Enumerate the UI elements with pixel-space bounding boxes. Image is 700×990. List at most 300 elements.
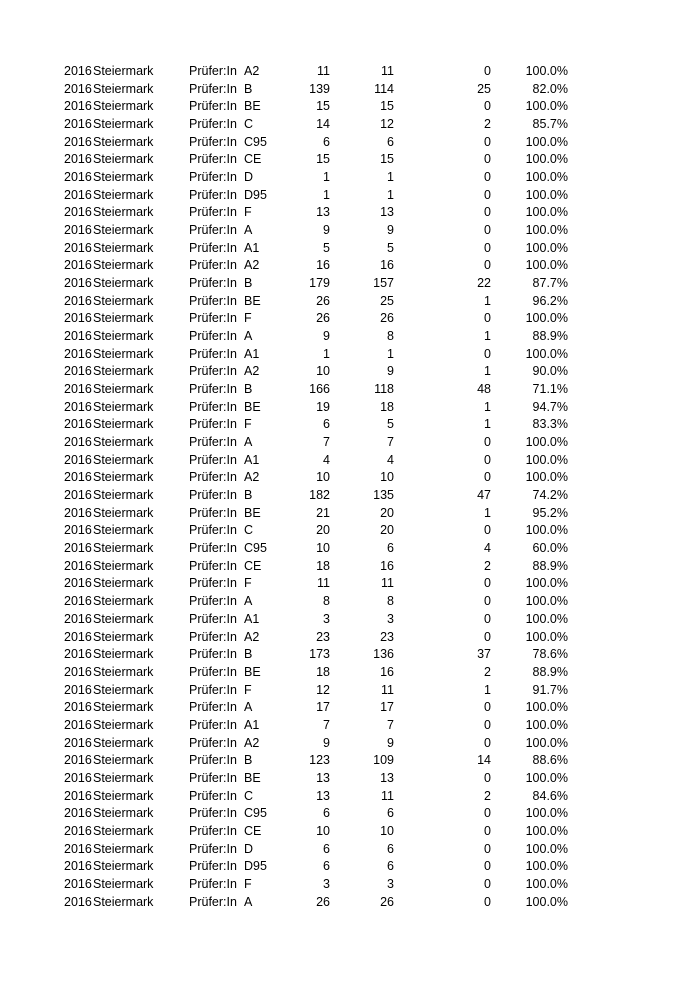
year-cell: 2016	[64, 894, 92, 909]
role-cell: Prüfer:In	[189, 770, 237, 785]
license-class-cell: CE	[244, 823, 262, 838]
license-class-cell: F	[244, 576, 252, 591]
region-cell: Steiermark	[93, 735, 154, 750]
region-cell: Steiermark	[93, 859, 154, 874]
license-class-cell: D	[244, 841, 254, 856]
failed-count-cell: 1	[484, 329, 491, 344]
table-row	[0, 487, 700, 505]
total-count-cell: 6	[323, 859, 330, 874]
total-count-cell: 11	[317, 576, 330, 591]
year-cell: 2016	[64, 876, 92, 891]
total-count-cell: 12	[316, 682, 330, 697]
year-cell: 2016	[64, 470, 92, 485]
table-row	[0, 540, 700, 558]
pass-rate-cell: 100.0%	[525, 629, 568, 644]
year-cell: 2016	[64, 346, 92, 361]
role-cell: Prüfer:In	[189, 611, 237, 626]
pass-rate-cell: 100.0%	[525, 700, 568, 715]
passed-count-cell: 1	[387, 346, 394, 361]
passed-count-cell: 136	[373, 647, 394, 662]
failed-count-cell: 47	[477, 488, 491, 503]
passed-count-cell: 26	[380, 311, 394, 326]
failed-count-cell: 0	[484, 240, 491, 255]
passed-count-cell: 109	[373, 753, 394, 768]
table-row	[0, 664, 700, 682]
year-cell: 2016	[64, 81, 92, 96]
pass-rate-cell: 78.6%	[532, 647, 568, 662]
license-class-cell: BE	[244, 770, 261, 785]
pass-rate-cell: 100.0%	[525, 223, 568, 238]
region-cell: Steiermark	[93, 64, 154, 78]
region-cell: Steiermark	[93, 894, 154, 909]
role-cell: Prüfer:In	[189, 276, 237, 291]
year-cell: 2016	[64, 329, 92, 344]
year-cell: 2016	[64, 664, 92, 679]
table-row	[0, 452, 700, 470]
region-cell: Steiermark	[93, 470, 154, 485]
region-cell: Steiermark	[93, 329, 154, 344]
role-cell: Prüfer:In	[189, 99, 237, 114]
region-cell: Steiermark	[93, 558, 154, 573]
year-cell: 2016	[64, 364, 92, 379]
failed-count-cell: 0	[484, 735, 491, 750]
license-class-cell: A2	[244, 258, 260, 273]
region-cell: Steiermark	[93, 170, 154, 185]
failed-count-cell: 0	[484, 894, 491, 909]
role-cell: Prüfer:In	[189, 700, 237, 715]
failed-count-cell: 0	[484, 152, 491, 167]
license-class-cell: A1	[244, 452, 260, 467]
total-count-cell: 8	[323, 594, 330, 609]
pass-rate-cell: 100.0%	[525, 611, 568, 626]
region-cell: Steiermark	[93, 452, 154, 467]
region-cell: Steiermark	[93, 99, 154, 114]
passed-count-cell: 18	[380, 399, 394, 414]
failed-count-cell: 22	[477, 276, 491, 291]
failed-count-cell: 0	[484, 594, 491, 609]
year-cell: 2016	[64, 311, 92, 326]
year-cell: 2016	[64, 505, 92, 520]
failed-count-cell: 1	[484, 682, 491, 697]
license-class-cell: BE	[244, 99, 261, 114]
year-cell: 2016	[64, 700, 92, 715]
passed-count-cell: 3	[387, 876, 394, 891]
pass-rate-cell: 60.0%	[532, 541, 568, 556]
passed-count-cell: 5	[387, 417, 394, 432]
table-row	[0, 275, 700, 293]
year-cell: 2016	[64, 276, 92, 291]
failed-count-cell: 0	[484, 629, 491, 644]
role-cell: Prüfer:In	[189, 664, 237, 679]
role-cell: Prüfer:In	[189, 717, 237, 732]
pass-rate-cell: 100.0%	[525, 770, 568, 785]
role-cell: Prüfer:In	[189, 841, 237, 856]
table-row	[0, 770, 700, 788]
total-count-cell: 1	[323, 187, 330, 202]
passed-count-cell: 11	[381, 788, 394, 803]
passed-count-cell: 6	[387, 859, 394, 874]
passed-count-cell: 20	[380, 505, 394, 520]
license-class-cell: A	[244, 594, 253, 609]
year-cell: 2016	[64, 823, 92, 838]
role-cell: Prüfer:In	[189, 629, 237, 644]
failed-count-cell: 0	[484, 611, 491, 626]
passed-count-cell: 1	[387, 170, 394, 185]
table-row	[0, 469, 700, 487]
table-row	[0, 381, 700, 399]
total-count-cell: 16	[316, 258, 330, 273]
failed-count-cell: 0	[484, 64, 491, 78]
role-cell: Prüfer:In	[189, 134, 237, 149]
table-row	[0, 682, 700, 700]
region-cell: Steiermark	[93, 240, 154, 255]
license-class-cell: D95	[244, 859, 267, 874]
failed-count-cell: 4	[484, 541, 491, 556]
total-count-cell: 6	[323, 417, 330, 432]
region-cell: Steiermark	[93, 134, 154, 149]
failed-count-cell: 0	[484, 311, 491, 326]
passed-count-cell: 20	[380, 523, 394, 538]
failed-count-cell: 0	[484, 700, 491, 715]
failed-count-cell: 0	[484, 205, 491, 220]
passed-count-cell: 11	[381, 64, 394, 78]
table-row	[0, 328, 700, 346]
license-class-cell: A	[244, 223, 253, 238]
failed-count-cell: 0	[484, 770, 491, 785]
failed-count-cell: 1	[484, 293, 491, 308]
failed-count-cell: 0	[484, 170, 491, 185]
license-class-cell: D95	[244, 187, 267, 202]
total-count-cell: 6	[323, 806, 330, 821]
total-count-cell: 10	[316, 823, 330, 838]
failed-count-cell: 0	[484, 576, 491, 591]
failed-count-cell: 0	[484, 876, 491, 891]
pass-rate-cell: 88.9%	[532, 664, 568, 679]
pass-rate-cell: 100.0%	[525, 594, 568, 609]
region-cell: Steiermark	[93, 647, 154, 662]
passed-count-cell: 8	[387, 329, 394, 344]
region-cell: Steiermark	[93, 541, 154, 556]
year-cell: 2016	[64, 770, 92, 785]
total-count-cell: 182	[309, 488, 330, 503]
role-cell: Prüfer:In	[189, 788, 237, 803]
total-count-cell: 26	[316, 894, 330, 909]
passed-count-cell: 135	[373, 488, 394, 503]
region-cell: Steiermark	[93, 488, 154, 503]
total-count-cell: 9	[323, 223, 330, 238]
table-row	[0, 558, 700, 576]
region-cell: Steiermark	[93, 664, 154, 679]
table-row	[0, 293, 700, 311]
pass-rate-cell: 100.0%	[525, 841, 568, 856]
license-class-cell: C	[244, 117, 254, 132]
pass-rate-cell: 95.2%	[532, 505, 568, 520]
license-class-cell: F	[244, 682, 252, 697]
license-class-cell: F	[244, 417, 252, 432]
table-row	[0, 134, 700, 152]
role-cell: Prüfer:In	[189, 523, 237, 538]
table-row	[0, 204, 700, 222]
table-row	[0, 646, 700, 664]
passed-count-cell: 25	[380, 293, 394, 308]
passed-count-cell: 4	[387, 452, 394, 467]
failed-count-cell: 0	[484, 859, 491, 874]
failed-count-cell: 0	[484, 841, 491, 856]
pass-rate-cell: 74.2%	[532, 488, 568, 503]
year-cell: 2016	[64, 435, 92, 450]
year-cell: 2016	[64, 806, 92, 821]
license-class-cell: A	[244, 435, 253, 450]
table-row	[0, 717, 700, 735]
total-count-cell: 7	[323, 435, 330, 450]
table-row	[0, 116, 700, 134]
region-cell: Steiermark	[93, 364, 154, 379]
region-cell: Steiermark	[93, 293, 154, 308]
year-cell: 2016	[64, 788, 92, 803]
passed-count-cell: 157	[373, 276, 394, 291]
role-cell: Prüfer:In	[189, 152, 237, 167]
table-row	[0, 858, 700, 876]
region-cell: Steiermark	[93, 770, 154, 785]
table-row	[0, 222, 700, 240]
role-cell: Prüfer:In	[189, 647, 237, 662]
passed-count-cell: 9	[387, 223, 394, 238]
role-cell: Prüfer:In	[189, 435, 237, 450]
passed-count-cell: 16	[380, 258, 394, 273]
failed-count-cell: 0	[484, 134, 491, 149]
total-count-cell: 13	[316, 205, 330, 220]
year-cell: 2016	[64, 717, 92, 732]
pass-rate-cell: 100.0%	[525, 205, 568, 220]
total-count-cell: 1	[323, 346, 330, 361]
table-row	[0, 805, 700, 823]
total-count-cell: 9	[323, 735, 330, 750]
year-cell: 2016	[64, 594, 92, 609]
role-cell: Prüfer:In	[189, 682, 237, 697]
pass-rate-cell: 100.0%	[525, 470, 568, 485]
license-class-cell: D	[244, 170, 254, 185]
region-cell: Steiermark	[93, 435, 154, 450]
passed-count-cell: 6	[387, 806, 394, 821]
role-cell: Prüfer:In	[189, 205, 237, 220]
total-count-cell: 21	[316, 505, 330, 520]
total-count-cell: 15	[316, 152, 330, 167]
table-row	[0, 434, 700, 452]
passed-count-cell: 5	[387, 240, 394, 255]
role-cell: Prüfer:In	[189, 64, 237, 78]
total-count-cell: 123	[309, 753, 330, 768]
year-cell: 2016	[64, 841, 92, 856]
region-cell: Steiermark	[93, 399, 154, 414]
total-count-cell: 4	[323, 452, 330, 467]
passed-count-cell: 10	[380, 823, 394, 838]
failed-count-cell: 1	[484, 399, 491, 414]
table-row	[0, 699, 700, 717]
license-class-cell: C95	[244, 806, 267, 821]
role-cell: Prüfer:In	[189, 293, 237, 308]
passed-count-cell: 15	[380, 152, 394, 167]
license-class-cell: BE	[244, 399, 261, 414]
failed-count-cell: 37	[477, 647, 491, 662]
region-cell: Steiermark	[93, 311, 154, 326]
license-class-cell: C95	[244, 541, 267, 556]
table-row	[0, 257, 700, 275]
role-cell: Prüfer:In	[189, 488, 237, 503]
passed-count-cell: 6	[387, 134, 394, 149]
region-cell: Steiermark	[93, 753, 154, 768]
failed-count-cell: 0	[484, 452, 491, 467]
license-class-cell: A2	[244, 735, 260, 750]
license-class-cell: A	[244, 329, 253, 344]
year-cell: 2016	[64, 558, 92, 573]
pass-rate-cell: 100.0%	[525, 452, 568, 467]
year-cell: 2016	[64, 753, 92, 768]
region-cell: Steiermark	[93, 81, 154, 96]
role-cell: Prüfer:In	[189, 399, 237, 414]
year-cell: 2016	[64, 293, 92, 308]
pass-rate-cell: 100.0%	[525, 240, 568, 255]
region-cell: Steiermark	[93, 205, 154, 220]
total-count-cell: 173	[309, 647, 330, 662]
total-count-cell: 3	[323, 876, 330, 891]
table-row	[0, 788, 700, 806]
region-cell: Steiermark	[93, 841, 154, 856]
region-cell: Steiermark	[93, 523, 154, 538]
year-cell: 2016	[64, 64, 92, 78]
role-cell: Prüfer:In	[189, 346, 237, 361]
year-cell: 2016	[64, 117, 92, 132]
role-cell: Prüfer:In	[189, 170, 237, 185]
license-class-cell: C	[244, 523, 254, 538]
role-cell: Prüfer:In	[189, 558, 237, 573]
table-row	[0, 894, 700, 912]
pass-rate-cell: 100.0%	[525, 134, 568, 149]
year-cell: 2016	[64, 240, 92, 255]
total-count-cell: 6	[323, 841, 330, 856]
table-row	[0, 629, 700, 647]
table-row	[0, 363, 700, 381]
pass-rate-cell: 85.7%	[532, 117, 568, 132]
pass-rate-cell: 100.0%	[525, 99, 568, 114]
pass-rate-cell: 100.0%	[525, 346, 568, 361]
failed-count-cell: 1	[484, 417, 491, 432]
pass-rate-cell: 100.0%	[525, 717, 568, 732]
table-row	[0, 169, 700, 187]
role-cell: Prüfer:In	[189, 240, 237, 255]
year-cell: 2016	[64, 417, 92, 432]
passed-count-cell: 11	[381, 682, 394, 697]
total-count-cell: 26	[316, 293, 330, 308]
total-count-cell: 5	[323, 240, 330, 255]
year-cell: 2016	[64, 576, 92, 591]
failed-count-cell: 2	[484, 558, 491, 573]
passed-count-cell: 1	[387, 187, 394, 202]
failed-count-cell: 0	[484, 223, 491, 238]
region-cell: Steiermark	[93, 823, 154, 838]
year-cell: 2016	[64, 170, 92, 185]
region-cell: Steiermark	[93, 417, 154, 432]
passed-count-cell: 12	[380, 117, 394, 132]
total-count-cell: 13	[316, 788, 330, 803]
table-row	[0, 522, 700, 540]
license-class-cell: A1	[244, 240, 260, 255]
region-cell: Steiermark	[93, 505, 154, 520]
license-class-cell: BE	[244, 293, 261, 308]
role-cell: Prüfer:In	[189, 735, 237, 750]
total-count-cell: 15	[316, 99, 330, 114]
role-cell: Prüfer:In	[189, 452, 237, 467]
license-class-cell: F	[244, 205, 252, 220]
pass-rate-cell: 100.0%	[525, 735, 568, 750]
total-count-cell: 1	[323, 170, 330, 185]
passed-count-cell: 17	[380, 700, 394, 715]
table-row	[0, 876, 700, 894]
total-count-cell: 179	[309, 276, 330, 291]
passed-count-cell: 3	[387, 611, 394, 626]
passed-count-cell: 26	[380, 894, 394, 909]
pass-rate-cell: 100.0%	[525, 876, 568, 891]
pass-rate-cell: 90.0%	[532, 364, 568, 379]
table-row	[0, 346, 700, 364]
role-cell: Prüfer:In	[189, 382, 237, 397]
region-cell: Steiermark	[93, 346, 154, 361]
total-count-cell: 13	[316, 770, 330, 785]
failed-count-cell: 2	[484, 664, 491, 679]
table-row	[0, 310, 700, 328]
passed-count-cell: 16	[380, 558, 394, 573]
table-row	[0, 505, 700, 523]
failed-count-cell: 2	[484, 788, 491, 803]
year-cell: 2016	[64, 452, 92, 467]
data-table	[0, 63, 700, 911]
total-count-cell: 14	[316, 117, 330, 132]
total-count-cell: 10	[316, 364, 330, 379]
total-count-cell: 23	[316, 629, 330, 644]
pass-rate-cell: 100.0%	[525, 806, 568, 821]
passed-count-cell: 16	[380, 664, 394, 679]
total-count-cell: 18	[316, 558, 330, 573]
license-class-cell: BE	[244, 664, 261, 679]
pass-rate-cell: 100.0%	[525, 859, 568, 874]
total-count-cell: 139	[309, 81, 330, 96]
region-cell: Steiermark	[93, 594, 154, 609]
role-cell: Prüfer:In	[189, 417, 237, 432]
license-class-cell: A	[244, 894, 253, 909]
pass-rate-cell: 88.6%	[532, 753, 568, 768]
table-row	[0, 416, 700, 434]
role-cell: Prüfer:In	[189, 894, 237, 909]
license-class-cell: B	[244, 276, 253, 291]
passed-count-cell: 9	[387, 364, 394, 379]
region-cell: Steiermark	[93, 806, 154, 821]
year-cell: 2016	[64, 488, 92, 503]
table-row	[0, 593, 700, 611]
role-cell: Prüfer:In	[189, 364, 237, 379]
role-cell: Prüfer:In	[189, 470, 237, 485]
role-cell: Prüfer:In	[189, 81, 237, 96]
license-class-cell: A1	[244, 717, 260, 732]
license-class-cell: B	[244, 753, 253, 768]
role-cell: Prüfer:In	[189, 329, 237, 344]
pass-rate-cell: 100.0%	[525, 823, 568, 838]
license-class-cell: A2	[244, 364, 260, 379]
table-row	[0, 240, 700, 258]
passed-count-cell: 13	[380, 205, 394, 220]
year-cell: 2016	[64, 735, 92, 750]
pass-rate-cell: 100.0%	[525, 187, 568, 202]
table-row	[0, 399, 700, 417]
table-row	[0, 187, 700, 205]
